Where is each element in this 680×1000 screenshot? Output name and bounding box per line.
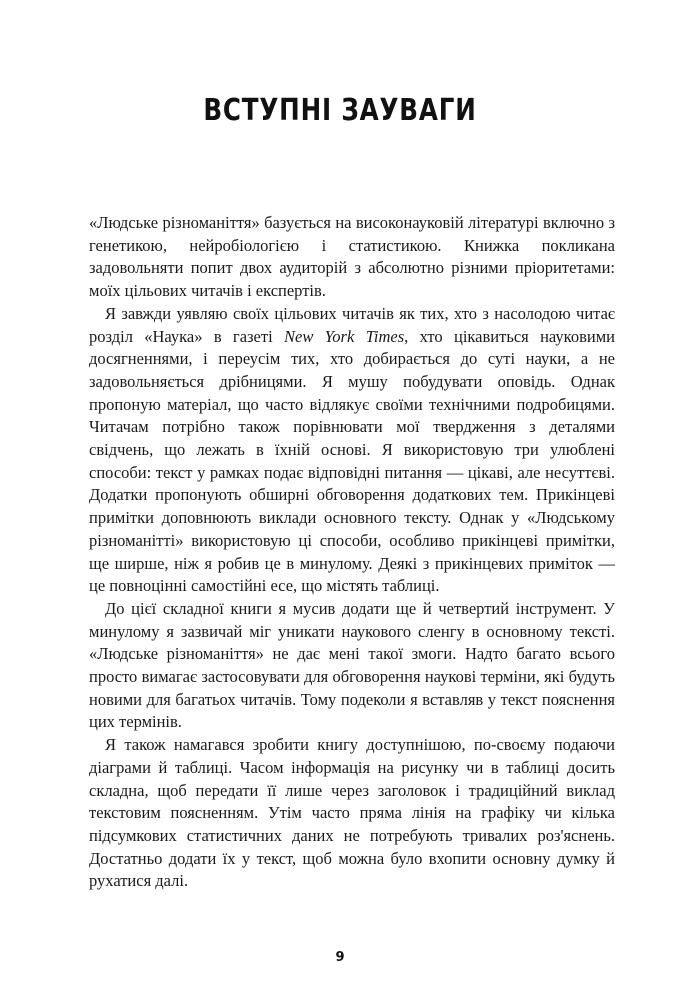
body-text (89, 212, 615, 893)
paragraph-2-end: , хто цікавиться науковими досягненнями, і переусім тих, хто добирається до суті науки, а не задовольняється дрібницями. Я мушу побудувати оповідь. Однак пропоную матеріал, що часто відлякує своїми технічними подробицями. Читачам потрібно також порівнювати мої твердження з деталями свідчень, що лежать в їхній основі. Я використовую три улюблені способи: текст у рамках подає відповідні питання — цікаві, але несуттєві. Додатки пропонують обширні обговорення додаткових тем. Прикінцеві примітки доповнюють виклади основного тексту. Однак у «Людському різноманітті» використовую ці способи, особливо прикінцеві примітки, ще ширше, ніж я робив це в минулому. Деякі з прикінцевих приміток — це повноцінні самостійні есе, що містять таблиці. (89, 326, 615, 596)
paragraph-1: «Людське різноманіття» базується на високонауковій літературі включно з генетикою, нейробіологією і статистикою. Книжка покликана задовольняти попит двох аудиторій з абсолютно різними пріоритетами: моїх цільових читачів і експертів. (89, 213, 615, 301)
newspaper-title: New York Times (283, 326, 405, 346)
page-number: 9 (335, 950, 345, 965)
paragraph-3: До цієї складної книги я мусив додати ще й четвертий інструмент. У минулому я зазвичай міг уникати наукового сленгу в основному тексті. «Людське різноманіття» не дає мені такої змоги. Надто багато всього просто вимагає застосовувати для обговорення наукові терміни, які будуть новими для багатьох читачів. Тому подеколи я вставляв у текст пояснення цих термінів. (89, 598, 615, 732)
chapter-heading: ВСТУПНІ ЗАУВАГИ (203, 93, 477, 128)
paragraph-2-start: Я завжди уявляю своїх цільових читачів як тих, хто з насолодою читає розділ «Наука» в газеті (89, 303, 615, 346)
paragraph-2 (89, 303, 615, 598)
paragraph-4: Я також намагався зробити книгу доступнішою, по-своєму подаючи діаграми й таблиці. Часом інформація на рисунку чи в таблиці досить складна, щоб передати її лише через заголовок і традиційний виклад текстовим поясненням. Утім часто пряма лінія на графіку чи кілька підсумкових статистичних даних не потребують тривалих роз'яснень. Достатньо додати їх у текст, щоб можна було вхопити основну думку й рухатися далі. (89, 735, 615, 891)
